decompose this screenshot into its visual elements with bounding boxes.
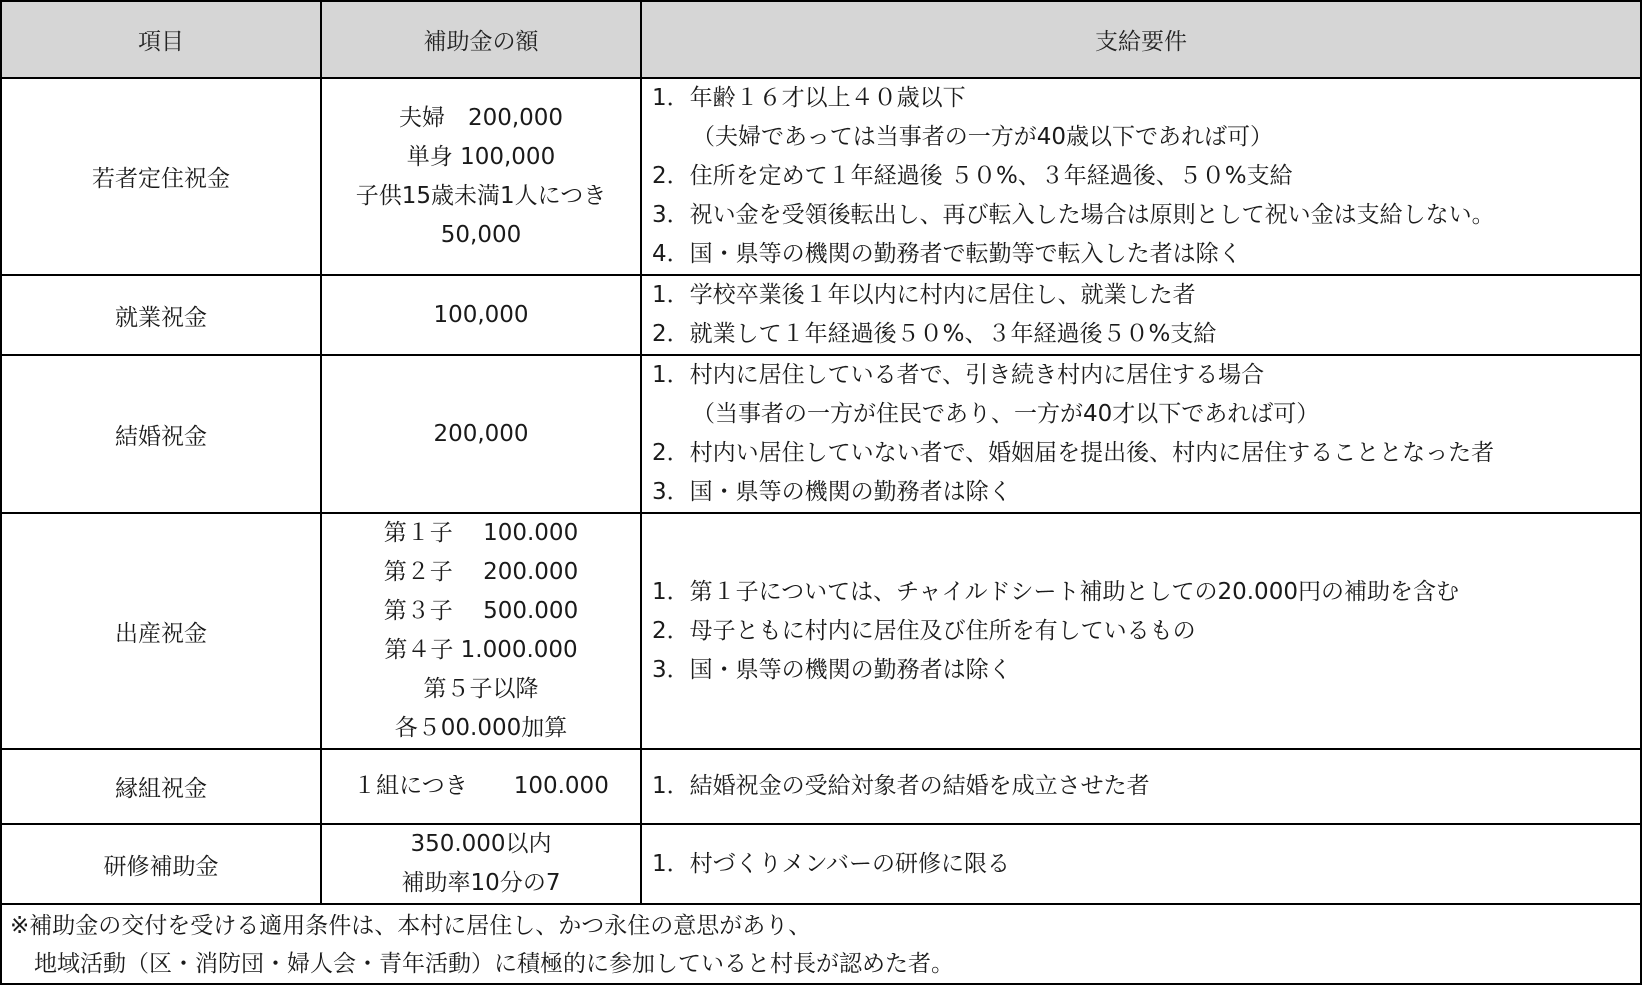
requirements-cell: [641, 78, 1641, 275]
requirement-line: 1．年齢１６才以上４０歳以下: [652, 85, 966, 111]
amount-line: 350.000以内: [410, 831, 552, 857]
amount-line: 各５00.000加算: [394, 715, 568, 741]
header-item: 項目: [1, 1, 321, 78]
requirement-line: 2．就業して１年経過後５０%、３年経過後５０%支給: [652, 321, 1217, 347]
table-row: [1, 275, 1641, 355]
requirement-line: 1．村内に居住している者で、引き続き村内に居住する場合: [652, 362, 1265, 388]
amount-cell: [321, 513, 641, 749]
requirement-line: 1．学校卒業後１年以内に村内に居住し、就業した者: [652, 282, 1196, 308]
requirement-line: 1．結婚祝金の受給対象者の結婚を成立させた者: [652, 773, 1150, 799]
requirement-line: 2．村内い居住していない者で、婚姻届を提出後、村内に居住することとなった者: [652, 440, 1495, 466]
amount-line: 補助率10分の7: [401, 870, 561, 896]
amount-line: 夫婦 200,000: [398, 104, 564, 131]
table-row: [1, 824, 1641, 904]
note-row: [1, 904, 1641, 984]
note-line: ※補助金の交付を受ける適用条件は、本村に居住し、かつ永住の意思があり、: [10, 913, 812, 939]
amount-line: 単身 100,000: [406, 143, 556, 170]
table-header-row: [1, 1, 1641, 78]
requirements-cell: [641, 355, 1641, 513]
requirement-line: 2．住所を定めて１年経過後 ５０%、３年経過後、５０%支給: [652, 163, 1293, 189]
requirement-line: 4．国・県等の機関の勤務者で転勤等で転入した者は除く: [652, 241, 1242, 267]
table-row: [1, 78, 1641, 275]
amount-line: 子供15歳未満1人につき: [355, 182, 607, 209]
header-amount: 補助金の額: [321, 1, 641, 78]
amount-cell: [321, 749, 641, 824]
table-row: [1, 355, 1641, 513]
amount-line: 第１子 100.000: [383, 520, 579, 546]
requirements-cell: [641, 275, 1641, 355]
amount-line: １組につき 100.000: [353, 773, 609, 799]
header-requirements: 支給要件: [641, 1, 1641, 78]
amount-cell: [321, 355, 641, 513]
requirement-line: 3．祝い金を受領後転出し、再び転入した場合は原則として祝い金は支給しない。: [652, 202, 1495, 228]
amount-cell: [321, 275, 641, 355]
amount-line: 第４子 1.000.000: [384, 637, 578, 663]
item-name: 研修補助金: [1, 824, 321, 904]
item-name: 若者定住祝金: [1, 78, 321, 275]
item-name: 縁組祝金: [1, 749, 321, 824]
item-name: 就業祝金: [1, 275, 321, 355]
amount-line: 100,000: [433, 301, 529, 328]
requirement-line: （当事者の一方が住民であり、一方が40才以下であれば可）: [692, 401, 1320, 427]
requirement-line: 3．国・県等の機関の勤務者は除く: [652, 479, 1012, 505]
requirement-line: 1．第１子については、チャイルドシート補助としての20.000円の補助を含む: [652, 578, 1459, 605]
amount-cell: [321, 824, 641, 904]
note-line: 地域活動（区・消防団・婦人会・青年活動）に積極的に参加していると村長が認めた者。: [34, 951, 954, 977]
amount-line: 200,000: [433, 420, 529, 447]
amount-cell: [321, 78, 641, 275]
requirements-cell: [641, 824, 1641, 904]
table-row: [1, 513, 1641, 749]
amount-line: 第５子以降: [423, 676, 539, 702]
requirements-cell: [641, 513, 1641, 749]
requirement-line: 3．国・県等の機関の勤務者は除く: [652, 656, 1012, 683]
amount-line: 50,000: [440, 221, 522, 248]
note-cell: [1, 904, 1641, 984]
requirement-line: 1．村づくりメンバーの研修に限る: [652, 850, 1011, 877]
requirements-cell: [641, 749, 1641, 824]
amount-line: 第３子 500.000: [383, 598, 579, 624]
requirement-line: （夫婦であっては当事者の一方が40歳以下であれば可）: [692, 124, 1274, 150]
table-row: [1, 749, 1641, 824]
requirement-line: 2．母子ともに村内に居住及び住所を有しているもの: [652, 617, 1196, 644]
amount-line: 第２子 200.000: [383, 559, 579, 585]
item-name: 出産祝金: [1, 513, 321, 749]
item-name: 結婚祝金: [1, 355, 321, 513]
